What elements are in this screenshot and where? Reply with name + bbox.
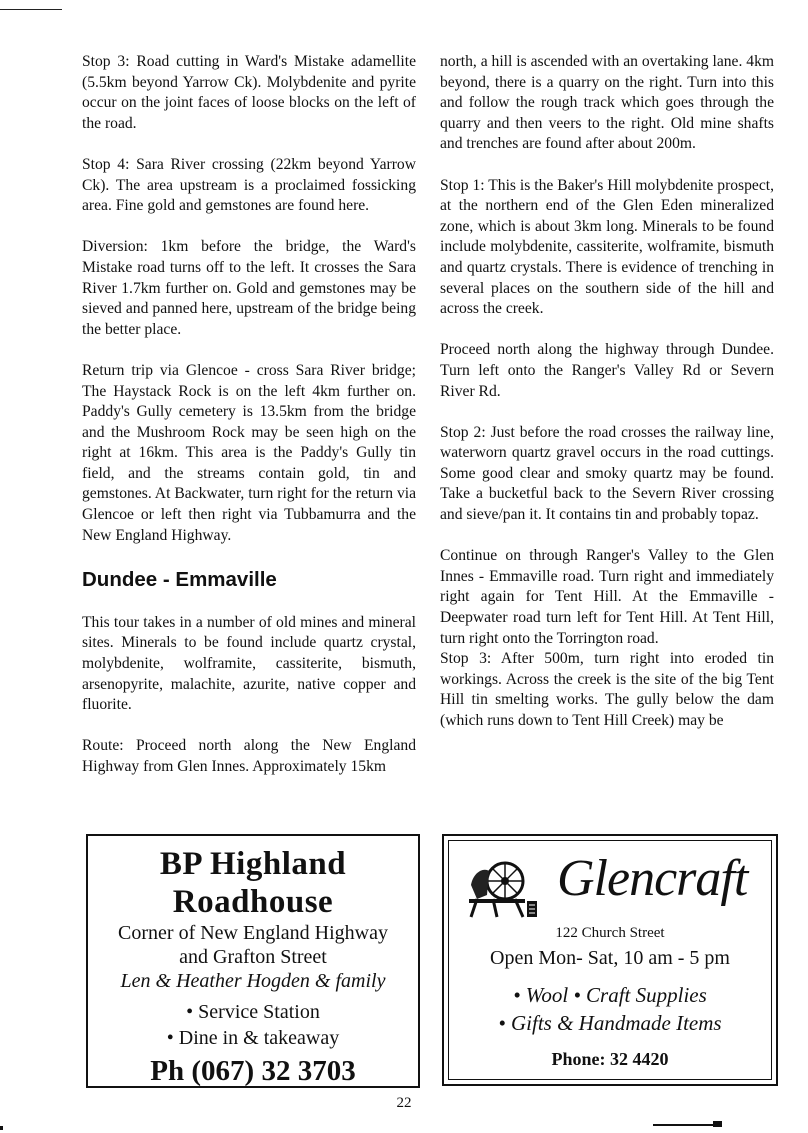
paragraph: Stop 1: This is the Baker's Hill molybdenite prospect, at the northern end of the Glen Eden mineralized zone, which is about 3km long. Minerals to be found include molybdenite, cassiterite, wolframite, bismuth and quartz crystals. There is evidence of trenching in several places on the southern side of the hill and across the creek. [440,176,774,318]
corner-mark [0,1126,3,1130]
advert-title [88,845,418,921]
paragraph: north, a hill is ascended with an overtaking lane. 4km beyond, there is a quarry on the right. Turn into this and follow the rough track which goes through the quarry and then veers to the right. Old mine shafts and trenches are found after about 200m. [440,53,774,153]
paragraph: This tour takes in a number of old mines and mineral sites. Minerals to be found include quartz crystal, molybdenite, wolframite, cassiterite, bismuth, arsenopyrite, malachite, azurite, native copper and fluorite. [82,613,416,714]
advert-title-line: BP Highland [159,846,347,882]
bottom-rule-mark [713,1121,722,1127]
bottom-rule [653,1124,719,1126]
advert-bullet: • Service Station [186,1001,320,1023]
advert-address: 122 Church Street [555,925,665,941]
paragraph: Stop 3: After 500m, turn right into eroded tin workings. Across the creek is the site of the big Tent Hill tin smelting works. The gully below the dam (which runs down to Tent Hill Creek) may be [440,650,774,729]
advert-phone: Phone: 32 4420 [551,1049,669,1069]
top-rule [0,9,62,10]
advert-bullet: • Gifts & Handmade Items [498,1011,722,1035]
page-number: 22 [396,1095,412,1111]
bp-highland-advert [86,834,420,1088]
advert-title-line: Roadhouse [172,884,334,920]
paragraph: Stop 3: Road cutting in Ward's Mistake adamellite (5.5km beyond Yarrow Ck). Molybdenite and pyrite occur on the joint faces of loose blocks on the left of the road. [82,53,416,132]
advert-header [449,847,771,921]
spinning-wheel-icon [463,855,541,921]
advert-brand-name: Glencraft [557,850,748,907]
advert-hours: Open Mon- Sat, 10 am - 5 pm [490,947,730,969]
paragraph: Proceed north along the highway through Dundee. Turn left onto the Ranger's Valley Rd or Severn River Rd. [440,341,774,400]
left-column [82,52,416,778]
right-column [440,52,774,732]
paragraph: Stop 4: Sara River crossing (22km beyond Yarrow Ck). The area upstream is a proclaimed fossicking area. Fine gold and gemstones are found here. [82,155,416,215]
advert-inner-frame [448,840,772,1080]
advert-bullet: • Dine in & takeaway [166,1027,340,1049]
advert-address-line: and Grafton Street [179,946,327,968]
advert-address-line: Corner of New England Highway [118,922,388,944]
advert-owners: Len & Heather Hogden & family [120,970,386,992]
paragraph: Continue on through Ranger's Valley to the Glen Innes - Emmaville road. Turn right and immediately right again for Tent Hill. At the Emmaville - Deepwater road turn left for Tent Hill. At Tent Hill, turn right onto the Torrington road. [440,547,774,647]
paragraph: Diversion: 1km before the bridge, the Ward's Mistake road turns off to the left. It crosses the Sara River 1.7km further on. Gold and gemstones may be sieved and panned here, upstream of the bridge being the better place. [82,238,416,338]
paragraph: Route: Proceed north along the New England Highway from Glen Innes. Approximately 15km [82,737,416,775]
paragraph: Stop 2: Just before the road crosses the railway line, waterworn quartz gravel occurs in the road cuttings. Some good clear and smoky quartz may be found. Take a bucketful back to the Severn River crossing and sieve/pan it. It contains tin and probably topaz. [440,423,774,524]
glencraft-advert [442,834,778,1086]
advert-phone: Ph (067) 32 3703 [150,1055,356,1087]
section-heading: Dundee - Emmaville [82,567,277,591]
paragraph: Return trip via Glencoe - cross Sara River bridge; The Haystack Rock is on the left 4km further on. Paddy's Gully cemetery is 13.5km from the bridge and the Mushroom Rock may be seen high on the right at 16km. This area is the Paddy's Gully tin field, and the streams contain gold, tin and gemstones. At Backwater, turn right for the return via Glencoe or left then right via Tubbamurra and the New England Highway. [82,361,416,544]
advert-bullet: • Wool • Craft Supplies [513,983,707,1007]
